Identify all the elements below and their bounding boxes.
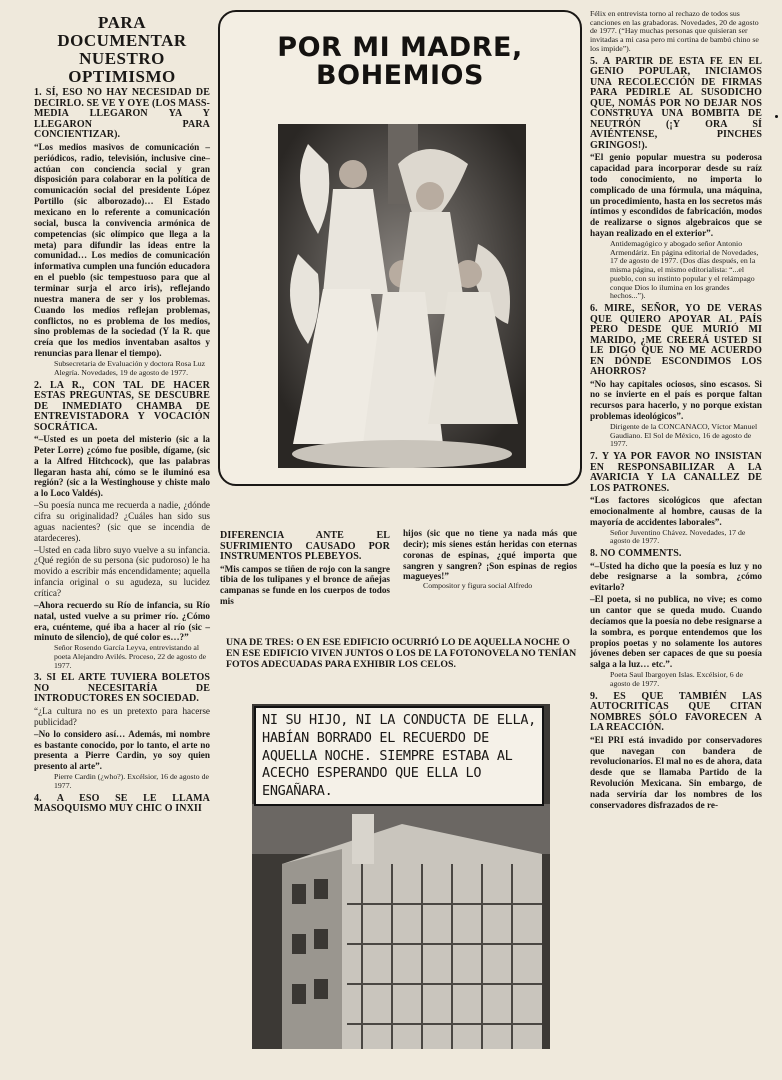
photonovel-caption: UNA DE TRES: O EN ESE EDIFICIO OCURRIÓ LO DE AQUELLA NOCHE O EN ESE EDIFICIO VIVEN JUNTOS O LOS DE LA FOTONOVELA NO TENÍAN FOTOS ADECUADAS PARA EXHIBIR LOS CELOS.: [226, 637, 577, 670]
item-8-quote-2: –El poeta, si no publica, no vive; es como un cantor que se queda mudo. Cuando decíamos que la poesía no debe resignarse a la sombra, es porque entendemos que los propios poetas y no solamente los autores jóvenes deben ser capaces de que su poesía salga a la luz… etc.”.: [590, 594, 762, 670]
item-4-heading: 4. A ESO SE LE LLAMA MASOQUISMO MUY CHIC O INXII: [34, 792, 210, 815]
middle-quote-1: “Mis campos se tiñen de rojo con la sangre tibia de los tulipanes y el bronce de añejas campanas se funde en los cuerpos de todos mis: [220, 563, 390, 607]
item-3-heading: 3. SI EL ARTE TUVIERA BOLETOS NO NECESITARÍA DE INTRODUCTORES EN SOCIEDAD.: [34, 672, 210, 705]
item-6-heading: 6. MIRE, SEÑOR, YO DE VERAS QUE QUIERO APOYAR AL PAÍS PERO DESDE QUE MURIÓ MI MARIDO, ¿ME CREERÁ USTED SI LE DIGO QUE NO ME ACUERDO EN DÓNDE ESCONDIMOS LOS AHORROS?: [590, 303, 762, 377]
item-8-quote-1: “–Usted ha dicho que la poesía es luz y no debe resignarse a la sombra, ¿cómo evitarlo?: [590, 560, 762, 593]
middle-col-1: [220, 528, 390, 607]
item-3-source: Pierre Cardin (¿who?). Excélsior, 16 de agosto de 1977.: [54, 772, 209, 790]
item-8-source: Poeta Saul Ibargoyen Islas. Excélsior, 6 de agosto de 1977.: [610, 670, 743, 688]
item-3-quote-2: –No lo considero así… Además, mi nombre es bastante conocido, por lo tanto, el arte no presenta a Pierre Cardin, yo soy quien presento al arte”.: [34, 728, 210, 772]
item-8-heading: 8. NO COMMENTS.: [590, 548, 682, 560]
angel-girls-photo: [278, 124, 526, 468]
dot-mark: [775, 115, 778, 118]
section-title: PARA DOCUMENTAR NUESTRO OPTIMISMO: [57, 13, 187, 86]
middle-col-2: [403, 528, 577, 593]
item-5-quote: “El genio popular muestra su poderosa capacidad para incorporar desde su raíz todo conocimiento, no importa lo complicado de una fórmula, una máquina, un procedimiento, hasta en los secretos más íntimos y escondidos de fabricación, modos de realizarse o signos algebraicos que se hayan realizado en el exterior”.: [590, 152, 762, 239]
headline: POR MI MADRE, BOHEMIOS: [277, 32, 523, 92]
middle-quote-2: hijos (sic que no tiene ya nada más que decir); mis sienes están heridas con eternas coronas de espinas, ¿qué importa que sangren y sangren? ¡Son espinas de regios magueyes!”: [403, 528, 577, 582]
item-5-source: Antidemagógico y abogado señor Antonio Armendáriz. En página editorial de Novedades, 17 de agosto de 1977. (Dos días después, en la misma página, el mismo editorialista: “...el pueblo, con su instinto popular y el relámpago conque Dios lo ilumina en los grandes hechos...”).: [610, 238, 759, 301]
headline-photo-frame: [218, 10, 582, 486]
speech-caption-box: NI SU HIJO, NI LA CONDUCTA DE ELLA, HABÍAN BORRADO EL RECUERDO DE AQUELLA NOCHE. SIEMPRE ESTABA AL ACECHO ESPERANDO QUE ELLA LO ENGAÑARA.: [254, 706, 544, 806]
item-1-heading: 1. SÍ, ESO NO HAY NECESIDAD DE DECIRLO. SE VE Y OYE (LOS MASS-MEDIA LLEGARON YA Y LLEGARON PARA CONCIENTIZAR).: [34, 87, 210, 141]
photonovel-panel: [252, 704, 550, 1049]
item-7-source: Señor Juventino Chávez. Novedades, 17 de agosto de 1977.: [610, 527, 746, 546]
item-9-heading: 9. ES QUE TAMBIÉN LAS AUTOCRITICAS QUE CITAN NOMBRES SÓLO FAVORECEN A LA REACCIÓN.: [590, 690, 762, 734]
right-column: [590, 10, 762, 812]
middle-source: Compositor y figura social Alfredo: [423, 581, 533, 591]
item-9-quote: “El PRI está invadido por conservadores que navegan con bandera de revolucionarios. El mal no es de ahora, data desde que se llamaba Partido de la Revolución Mexicana. Sin embargo, de nada serviría dar los nombres de los conservadores disfrazados de re-: [590, 734, 762, 810]
item-2-quote-2: –Su poesía nunca me recuerda a nadie, ¿dónde cifra su originalidad? ¿Cuáles han sido sus aguas nacientes? (sic que se incendia de atardeceres).: [34, 500, 210, 543]
item-1-quote: “Los medios masivos de comunicación –periódicos, radio, televisión, inclusive cine– actúan con conciencia social y gran disposición para colaborar en la política de comunicación social del presidente López Portillo (sic alborozado)… El Estado mexicano en lo referente a comunicación social, busca la convivencia armónica de competencias (sic olímpico que llega a la meta) para difundir las ideas entre la comunidad… Los medios de comunicación informativa cumplen una función educadora en el pueblo (sic tempestuoso para que al terminar surja el arco iris), reflejando nuestra manera de ser y los problemas. Cuando los medios reflejan problemas, conflictos, no es problema de los medios, sino problemas de la sociedad (Y la R. que creía que los medios inventaban asaltos y renuncias para llenar el tiempo).: [34, 141, 210, 359]
item-2-quote-3: –Usted en cada libro suyo vuelve a su infancia. ¿Qué región de su persona (sic pudoroso) le ha movido a escribir más encendidamente; aquella infancia original o su agudeza, su lucidez crítica?: [34, 544, 210, 599]
item-2-quote-4: –Ahora recuerdo su Río de infancia, su Río natal, usted vuelve a su primer río. ¿Cómo era, cuénteme, qué iba a hacer al río (sic –minuto de silencio), de qué color es…?”: [34, 599, 210, 643]
item-2-source: Señor Rosendo García Leyva, entrevistando al poeta Alejandro Avilés. Proceso, 22 de agosto de 1977.: [54, 643, 207, 670]
item-2-heading: 2. LA R., CON TAL DE HACER ESTAS PREGUNTAS, SE DESCUBRE DE INMEDIATO CHAMBA DE ENTREVISTADORA Y VOCACIÓN SOCRÁTICA.: [34, 379, 210, 433]
item-7-quote: “Los factores sicológicos que afectan emocionalmente al hombre, causas de la mayoría de accidentes laborales”.: [590, 495, 762, 527]
item-7-heading: 7. Y YA POR FAVOR NO INSISTAN EN RESPONSABILIZAR A LA AVARICIA Y LA CANALLEZ DE LOS PATRONES.: [590, 451, 762, 494]
item-1-source: Subsecretaria de Evaluación y doctora Rosa Luz Alegría. Novedades, 19 de agosto de 1977.: [54, 359, 206, 377]
item-2-quote-1: “–Usted es un poeta del misterio (sic a la Peter Lorre) ¿cómo fue posible, dígame, (sic a la Alfred Hitchcock), que las palabras llegaran hasta ahí, cómo se le iluminó esa región? (sic a la Westinghouse y chiste malo a lo Loco Valdés).: [34, 434, 210, 499]
item-3-quote-1: “¿La cultura no es un pretexto para hacerse publicidad?: [34, 705, 210, 727]
item-6-source: Dirigente de la CONCANACO, Víctor Manuel Gaudiano. El Sol de México, 16 de agosto de 1977.: [610, 421, 758, 449]
right-top-source: Félix en entrevista torno al rechazo de todos sus canciones en las grabadoras. Novedades, 20 de agosto de 1977. (“Hay muchas personas que quisieran ser invitadas a mi casa pero mi cortina de bambú chino se los impide”).: [590, 9, 759, 53]
middle-heading: DIFERENCIA ANTE EL SUFRIMIENTO CAUSADO POR INSTRUMENTOS PLEBEYOS.: [220, 530, 390, 562]
item-6-quote: “No hay capitales ociosos, sino escasos. Si no se invierte en el país es porque faltan recursos para hacerlo, y no porque existan problemas ideológicos”.: [590, 378, 762, 422]
angel-girls-illustration: [278, 124, 526, 468]
item-5-heading: 5. A PARTIR DE ESTA FE EN EL GENIO POPULAR, INICIAMOS UNA RECOLECCIÓN DE FIRMAS PARA PEDIRLE AL SUSODICHO QUE, NOMÁS POR NO DEJAR NOS CONSTRUYA UNA BOMBITA DE NEUTRÓN (¡Y ORA SÍ AVIÉNTENSE, PINCHES GRINGOS!).: [590, 55, 762, 151]
left-column: [34, 14, 210, 816]
